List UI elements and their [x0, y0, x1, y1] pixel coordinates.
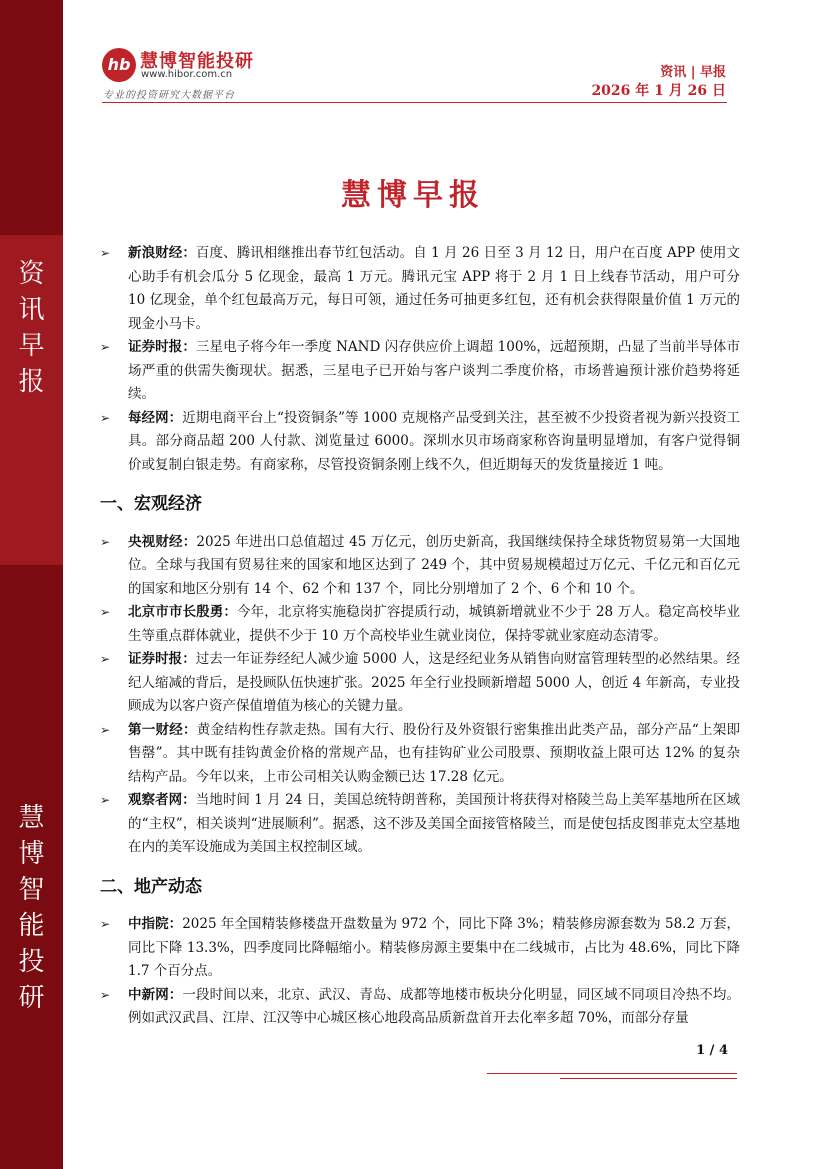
sidebar-label-report-type: [0, 256, 63, 400]
report-body: [100, 242, 740, 1031]
footer-divider: [560, 1078, 737, 1079]
brand-tagline: 专业的投资研究大数据平台: [103, 90, 235, 101]
sidebar-char: 报: [18, 367, 45, 397]
footer-divider: [487, 1073, 737, 1074]
news-text: 2025 年进出口总值超过 45 万亿元，创历史新高，我国继续保持全球货物贸易第一大国地位。全球与我国有贸易往来的国家和地区达到了 249 个，其中贸易规模超过万亿元、千亿元和百亿元的国家和地区分别有 14 个、62 个和 137 个，同比分别增加了 2 个、6 个和 10 个。: [128, 533, 740, 597]
news-source: 北京市市长殷勇：: [128, 604, 238, 620]
news-source: 证券时报：: [128, 339, 196, 355]
page-number: 1 / 4: [696, 1043, 728, 1058]
brand-name: 慧博智能投研: [140, 51, 254, 72]
sidebar-char: 资: [18, 259, 45, 289]
brand-logo-icon: hb: [102, 48, 136, 82]
bullet-arrow-icon: ➢: [100, 917, 111, 931]
sidebar-char: 研: [18, 983, 45, 1013]
sidebar-char: 慧: [18, 803, 45, 833]
news-item: [100, 984, 740, 1031]
bullet-arrow-icon: ➢: [100, 246, 111, 260]
sidebar-char: 智: [18, 875, 45, 905]
bullet-arrow-icon: ➢: [100, 340, 111, 354]
news-text: 一段时间以来，北京、武汉、青岛、成都等地楼市板块分化明显，同区域不同项目冷热不均。例如武汉武昌、江岸、江汉等中心城区核心地段高品质新盘首开去化率多超 70%，而部分存量: [128, 986, 741, 1026]
sidebar-char: 讯: [18, 295, 45, 325]
news-source: 中新网：: [128, 986, 183, 1003]
news-text: 当地时间 1 月 24 日，美国总统特朗普称，美国预计将获得对格陵兰岛上美军基地所在区域的“主权”，相关谈判“进展顺利”。据悉，这不涉及美国全面接管格陵兰，而是使包括皮图菲克太空基地在内的美军设施成为美国主权控制区域。: [128, 792, 740, 855]
news-item: [100, 336, 740, 407]
news-text: 过去一年证券经纪人减少逾 5000 人，这是经纪业务从销售向财富管理转型的必然结果。经纪人缩减的背后，是投顾队伍快速扩张。2025 年全行业投顾新增超 5000 人，创近 4 年新高，专业投顾成为以客户资产保值增值为核心的关键力量。: [128, 651, 740, 714]
header-divider: [102, 102, 727, 103]
bullet-arrow-icon: ➢: [100, 987, 111, 1002]
sidebar-char: 能: [18, 911, 45, 941]
report-category: 资讯 | 早报: [660, 65, 726, 80]
news-source: 新浪财经：: [128, 245, 196, 261]
news-item: [100, 242, 740, 336]
news-source: 观察者网：: [128, 792, 196, 808]
news-item: [100, 789, 740, 860]
news-item: [100, 531, 740, 602]
brand-url: www.hibor.com.cn: [141, 69, 233, 80]
section-heading: 二、地产动态: [100, 876, 202, 897]
news-item: [100, 648, 740, 719]
page-title: 慧博早报: [341, 178, 485, 213]
bullet-arrow-icon: ➢: [100, 722, 111, 737]
news-item: [100, 913, 740, 984]
news-text: 2025 年全国精装修楼盘开盘数量为 972 个，同比下降 3%；精装修房源套数为 58.2 万套，同比下降 13.3%，四季度同比降幅缩小。精装修房源主要集中在二线城市，占比为 48.6%，同比下降 1.7 个百分点。: [128, 916, 740, 979]
sidebar-char: 博: [18, 839, 45, 869]
bullet-arrow-icon: ➢: [100, 605, 111, 619]
sidebar-label-brand: [0, 800, 63, 1016]
sidebar-char: 投: [18, 947, 45, 977]
bullet-arrow-icon: ➢: [100, 534, 111, 549]
news-item: [100, 719, 740, 790]
sidebar-char: 早: [18, 331, 45, 361]
bullet-arrow-icon: ➢: [100, 652, 111, 666]
news-source: 第一财经：: [128, 721, 197, 738]
report-date: 2026 年 1 月 26 日: [591, 83, 726, 99]
news-source: 央视财经：: [128, 533, 197, 550]
news-text: 黄金结构性存款走热。国有大行、股份行及外资银行密集推出此类产品，部分产品“上架即售罄”。其中既有挂钩黄金价格的常规产品，也有挂钩矿业公司股票、预期收益上限可达 12% 的复杂结构产品。今年以来，上市公司相关认购金额已达 17.28 亿元。: [128, 721, 740, 785]
section-heading: 一、宏观经济: [100, 494, 202, 514]
bullet-arrow-icon: ➢: [100, 793, 111, 807]
news-text: 百度、腾讯相继推出春节红包活动。自 1 月 26 日至 3 月 12 日，用户在百度 APP 使用文心助手有机会瓜分 5 亿现金，最高 1 万元。腾讯元宝 APP 将于 2 月 1 日上线春节活动，用户可分 10 亿现金，单个红包最高万元，每日可领，通过任务可抽更多红包，还有机会获得限量价值 1 万元的现金小马卡。: [128, 245, 740, 332]
bullet-arrow-icon: ➢: [100, 410, 111, 425]
news-item: [100, 407, 740, 478]
news-text: 近期电商平台上“投资铜条”等 1000 克规格产品受到关注，甚至被不少投资者视为新兴投资工具。部分商品超 200 人付款、浏览量过 6000。深圳水贝市场商家称咨询量明显增加，有客户觉得铜价或复制白银走势。有商家称，尽管投资铜条刚上线不久，但近期每天的发货量接近 1 吨。: [128, 409, 741, 473]
news-source: 中指院：: [128, 916, 183, 932]
news-source: 每经网：: [128, 409, 183, 426]
news-text: 三星电子将今年一季度 NAND 闪存供应价上调超 100%，远超预期，凸显了当前半导体市场严重的供需失衡现状。据悉，三星电子已开始与客户谈判二季度价格，市场普遍预计涨价趋势将延续。: [128, 339, 740, 402]
news-source: 证券时报：: [128, 651, 196, 667]
news-item: [100, 601, 740, 648]
news-text: 今年，北京将实施稳岗扩容提质行动，城镇新增就业不少于 28 万人。稳定高校毕业生等重点群体就业，提供不少于 10 万个高校毕业生就业岗位，保持零就业家庭动态清零。: [128, 604, 740, 644]
